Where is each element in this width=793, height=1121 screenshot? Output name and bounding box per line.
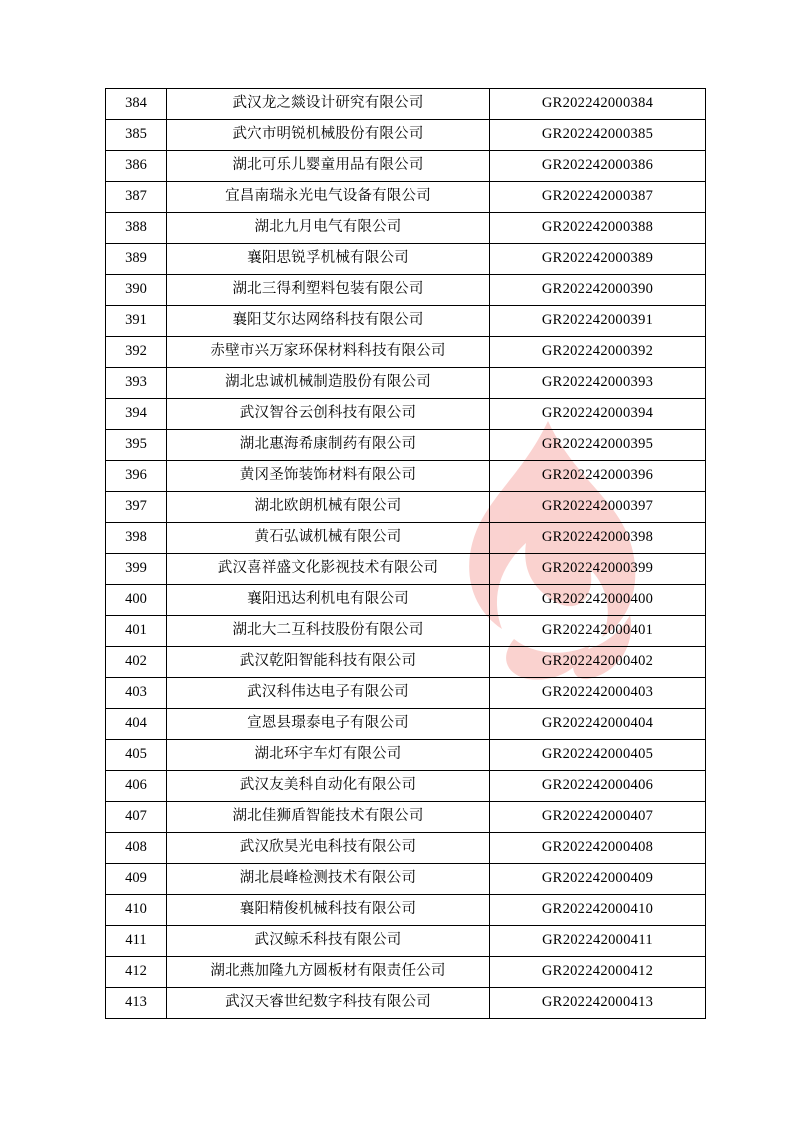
certificate-code: GR202242000389: [490, 244, 706, 275]
row-index: 406: [106, 771, 167, 802]
row-index: 412: [106, 957, 167, 988]
company-name: 武汉鲸禾科技有限公司: [167, 926, 490, 957]
row-index: 388: [106, 213, 167, 244]
certificate-code: GR202242000405: [490, 740, 706, 771]
certificate-code: GR202242000409: [490, 864, 706, 895]
certificate-code: GR202242000388: [490, 213, 706, 244]
row-index: 390: [106, 275, 167, 306]
table-row: [106, 89, 706, 120]
company-name: 湖北大二互科技股份有限公司: [167, 616, 490, 647]
table-row: [106, 120, 706, 151]
certificate-code: GR202242000404: [490, 709, 706, 740]
table-row: [106, 399, 706, 430]
table-row: [106, 182, 706, 213]
row-index: 407: [106, 802, 167, 833]
table-row: [106, 988, 706, 1019]
certificate-code: GR202242000385: [490, 120, 706, 151]
certificate-code: GR202242000396: [490, 461, 706, 492]
row-index: 410: [106, 895, 167, 926]
certificate-code: GR202242000397: [490, 492, 706, 523]
certificate-code: GR202242000386: [490, 151, 706, 182]
table-row: [106, 647, 706, 678]
certificate-code: GR202242000387: [490, 182, 706, 213]
company-name: 武汉龙之燚设计研究有限公司: [167, 89, 490, 120]
table-row: [106, 306, 706, 337]
certificate-code: GR202242000393: [490, 368, 706, 399]
row-index: 396: [106, 461, 167, 492]
certificate-code: GR202242000400: [490, 585, 706, 616]
certificate-code: GR202242000413: [490, 988, 706, 1019]
row-index: 392: [106, 337, 167, 368]
table-row: [106, 151, 706, 182]
company-name: 宣恩县璟泰电子有限公司: [167, 709, 490, 740]
company-name: 武汉科伟达电子有限公司: [167, 678, 490, 709]
certificate-code: GR202242000390: [490, 275, 706, 306]
row-index: 389: [106, 244, 167, 275]
company-name: 湖北欧朗机械有限公司: [167, 492, 490, 523]
table-row: [106, 678, 706, 709]
company-name: 赤壁市兴万家环保材料科技有限公司: [167, 337, 490, 368]
certificate-code: GR202242000394: [490, 399, 706, 430]
table-row: [106, 957, 706, 988]
company-name: 湖北三得利塑料包装有限公司: [167, 275, 490, 306]
row-index: 408: [106, 833, 167, 864]
row-index: 385: [106, 120, 167, 151]
company-name: 湖北晨峰检测技术有限公司: [167, 864, 490, 895]
company-name: 襄阳精俊机械科技有限公司: [167, 895, 490, 926]
table-row: [106, 771, 706, 802]
table-row: [106, 616, 706, 647]
company-name: 湖北可乐儿婴童用品有限公司: [167, 151, 490, 182]
table-row: [106, 523, 706, 554]
certificate-code: GR202242000406: [490, 771, 706, 802]
row-index: 394: [106, 399, 167, 430]
company-list-table-wrap: [105, 88, 690, 1019]
certificate-code: GR202242000411: [490, 926, 706, 957]
company-name: 湖北九月电气有限公司: [167, 213, 490, 244]
company-name: 湖北环宇车灯有限公司: [167, 740, 490, 771]
company-name: 武穴市明锐机械股份有限公司: [167, 120, 490, 151]
certificate-code: GR202242000384: [490, 89, 706, 120]
table-row: [106, 337, 706, 368]
table-row: [106, 802, 706, 833]
company-name: 湖北佳狮盾智能技术有限公司: [167, 802, 490, 833]
table-row: [106, 244, 706, 275]
row-index: 399: [106, 554, 167, 585]
table-row: [106, 926, 706, 957]
company-list-table: [105, 88, 706, 1019]
row-index: 409: [106, 864, 167, 895]
company-name: 武汉乾阳智能科技有限公司: [167, 647, 490, 678]
row-index: 391: [106, 306, 167, 337]
row-index: 397: [106, 492, 167, 523]
row-index: 413: [106, 988, 167, 1019]
row-index: 386: [106, 151, 167, 182]
certificate-code: GR202242000410: [490, 895, 706, 926]
row-index: 411: [106, 926, 167, 957]
table-row: [106, 368, 706, 399]
row-index: 387: [106, 182, 167, 213]
certificate-code: GR202242000392: [490, 337, 706, 368]
table-body: [106, 89, 706, 1019]
certificate-code: GR202242000398: [490, 523, 706, 554]
company-name: 武汉天睿世纪数字科技有限公司: [167, 988, 490, 1019]
table-row: [106, 895, 706, 926]
table-row: [106, 492, 706, 523]
certificate-code: GR202242000399: [490, 554, 706, 585]
certificate-code: GR202242000412: [490, 957, 706, 988]
company-name: 武汉智谷云创科技有限公司: [167, 399, 490, 430]
row-index: 402: [106, 647, 167, 678]
table-row: [106, 864, 706, 895]
company-name: 宜昌南瑞永光电气设备有限公司: [167, 182, 490, 213]
company-name: 湖北惠海希康制药有限公司: [167, 430, 490, 461]
row-index: 400: [106, 585, 167, 616]
company-name: 武汉欣昊光电科技有限公司: [167, 833, 490, 864]
table-row: [106, 585, 706, 616]
company-name: 武汉友美科自动化有限公司: [167, 771, 490, 802]
company-name: 黄石弘诚机械有限公司: [167, 523, 490, 554]
table-row: [106, 740, 706, 771]
company-name: 襄阳艾尔达网络科技有限公司: [167, 306, 490, 337]
company-name: 襄阳思锐孚机械有限公司: [167, 244, 490, 275]
row-index: 395: [106, 430, 167, 461]
row-index: 384: [106, 89, 167, 120]
row-index: 398: [106, 523, 167, 554]
company-name: 黄冈圣饰装饰材料有限公司: [167, 461, 490, 492]
company-name: 湖北忠诚机械制造股份有限公司: [167, 368, 490, 399]
table-row: [106, 554, 706, 585]
table-row: [106, 833, 706, 864]
certificate-code: GR202242000408: [490, 833, 706, 864]
row-index: 404: [106, 709, 167, 740]
certificate-code: GR202242000403: [490, 678, 706, 709]
certificate-code: GR202242000402: [490, 647, 706, 678]
company-name: 武汉喜祥盛文化影视技术有限公司: [167, 554, 490, 585]
certificate-code: GR202242000391: [490, 306, 706, 337]
certificate-code: GR202242000401: [490, 616, 706, 647]
table-row: [106, 213, 706, 244]
table-row: [106, 461, 706, 492]
row-index: 401: [106, 616, 167, 647]
company-name: 襄阳迅达利机电有限公司: [167, 585, 490, 616]
row-index: 393: [106, 368, 167, 399]
certificate-code: GR202242000395: [490, 430, 706, 461]
table-row: [106, 430, 706, 461]
row-index: 405: [106, 740, 167, 771]
table-row: [106, 275, 706, 306]
company-name: 湖北燕加隆九方圆板材有限责任公司: [167, 957, 490, 988]
table-row: [106, 709, 706, 740]
row-index: 403: [106, 678, 167, 709]
certificate-code: GR202242000407: [490, 802, 706, 833]
